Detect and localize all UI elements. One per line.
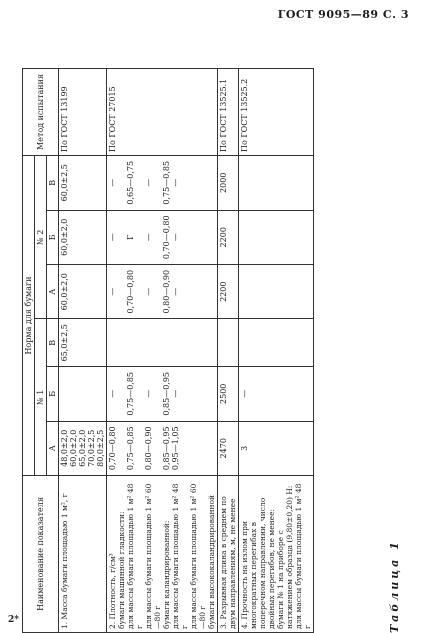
value-cell-n2B: 2200 xyxy=(218,210,239,264)
value-cell-n2A: 60,0±2,0 xyxy=(59,264,107,318)
col-n1-B: Б xyxy=(47,367,59,421)
table-label: Таблица 1 xyxy=(388,539,401,633)
value-cell-n2V: 2000 xyxy=(218,156,239,211)
value-cell-n1V xyxy=(107,319,218,367)
col-n2-V: В xyxy=(47,156,59,211)
value-cell-n2V: 60,0±2,5 xyxy=(59,156,107,211)
footer-mark: 2* xyxy=(8,615,19,625)
col-n2-A: А xyxy=(47,264,59,318)
col-indicator: Наименование показателя xyxy=(23,476,59,633)
col-n1-A: А xyxy=(47,421,59,475)
value-cell-n2B: — Г — 0,70—0,80 — xyxy=(107,210,218,264)
value-cell-n2A xyxy=(239,264,314,318)
table-row xyxy=(107,69,218,633)
value-cell-n1B: 2500 xyxy=(218,367,239,421)
indicator-cell: 3. Разрывная длина в среднем по двум направлениям, м, не менее xyxy=(218,476,239,633)
method-cell: По ГОСТ 13525.2 xyxy=(239,69,314,156)
spec-table xyxy=(22,68,314,633)
table-row xyxy=(239,69,314,633)
indicator-cell: 4. Прочность на излом при многократных перегибах в поперечном направлении, число двойных перегибов, не менее: бумаги № 1 на приборе с натяжением образца (9,80±0,20) Н: для массы бумаги площадью 1 м² 48 г xyxy=(239,476,314,633)
indicator-cell: 2. Плотность, г/см³ бумаги машинной гладкости: для массы бумаги площадью 1 м² 48 г для массы бумаги площадью 1 м² 60—80 г бумаги каландрированной: для массы бумаги площадью 1 м² 48 г для массы бумаги площадью 1 м² 60—80 г бумаги высококаландрированной xyxy=(107,476,218,633)
table-row xyxy=(218,69,239,633)
indicator-cell: 1. Масса бумаги площадью 1 м², г xyxy=(59,476,107,633)
value-cell-n1A: 48,0±2,0 60,0±2,0 65,0±2,0 70,0±2,5 80,0±2,5 xyxy=(59,421,107,475)
table-row xyxy=(59,69,107,633)
col-method: Метод испытания xyxy=(23,69,59,156)
method-cell: По ГОСТ 13525.1 xyxy=(218,69,239,156)
value-cell-n1V: 65,0±2,5 xyxy=(59,319,107,367)
value-cell-n1V xyxy=(239,319,314,367)
value-cell-n2V: — 0,65—0,75 — 0,75—0,85 — xyxy=(107,156,218,211)
value-cell-n2B: 60,0±2,0 xyxy=(59,210,107,264)
value-cell-n1B: — xyxy=(239,367,314,421)
col-n1: № 1 xyxy=(35,319,47,476)
value-cell-n1A: 0,70—0,80 0,75—0,85 0,80—0,90 0,85—0,95 0,95—1,05 xyxy=(107,421,218,475)
value-cell-n2A: 2200 xyxy=(218,264,239,318)
value-cell-n1A: 2470 xyxy=(218,421,239,475)
method-cell: По ГОСТ 27015 xyxy=(107,69,218,156)
method-cell: По ГОСТ 13199 xyxy=(59,69,107,156)
value-cell-n2V xyxy=(239,156,314,211)
value-cell-n2A: — 0,70—0,80 — 0,80—0,90 — xyxy=(107,264,218,318)
col-n2: № 2 xyxy=(35,156,47,319)
page-header: ГОСТ 9095—89 С. 3 xyxy=(277,8,409,21)
col-norm: Норма для бумаги xyxy=(23,156,35,476)
col-n2-B: Б xyxy=(47,210,59,264)
value-cell-n1A: 3 xyxy=(239,421,314,475)
value-cell-n1B: — 0,75—0,85 — 0,85—0,95 — xyxy=(107,367,218,421)
value-cell-n1B xyxy=(59,367,107,421)
value-cell-n2B xyxy=(239,210,314,264)
value-cell-n1V xyxy=(218,319,239,367)
col-n1-V: В xyxy=(47,319,59,367)
